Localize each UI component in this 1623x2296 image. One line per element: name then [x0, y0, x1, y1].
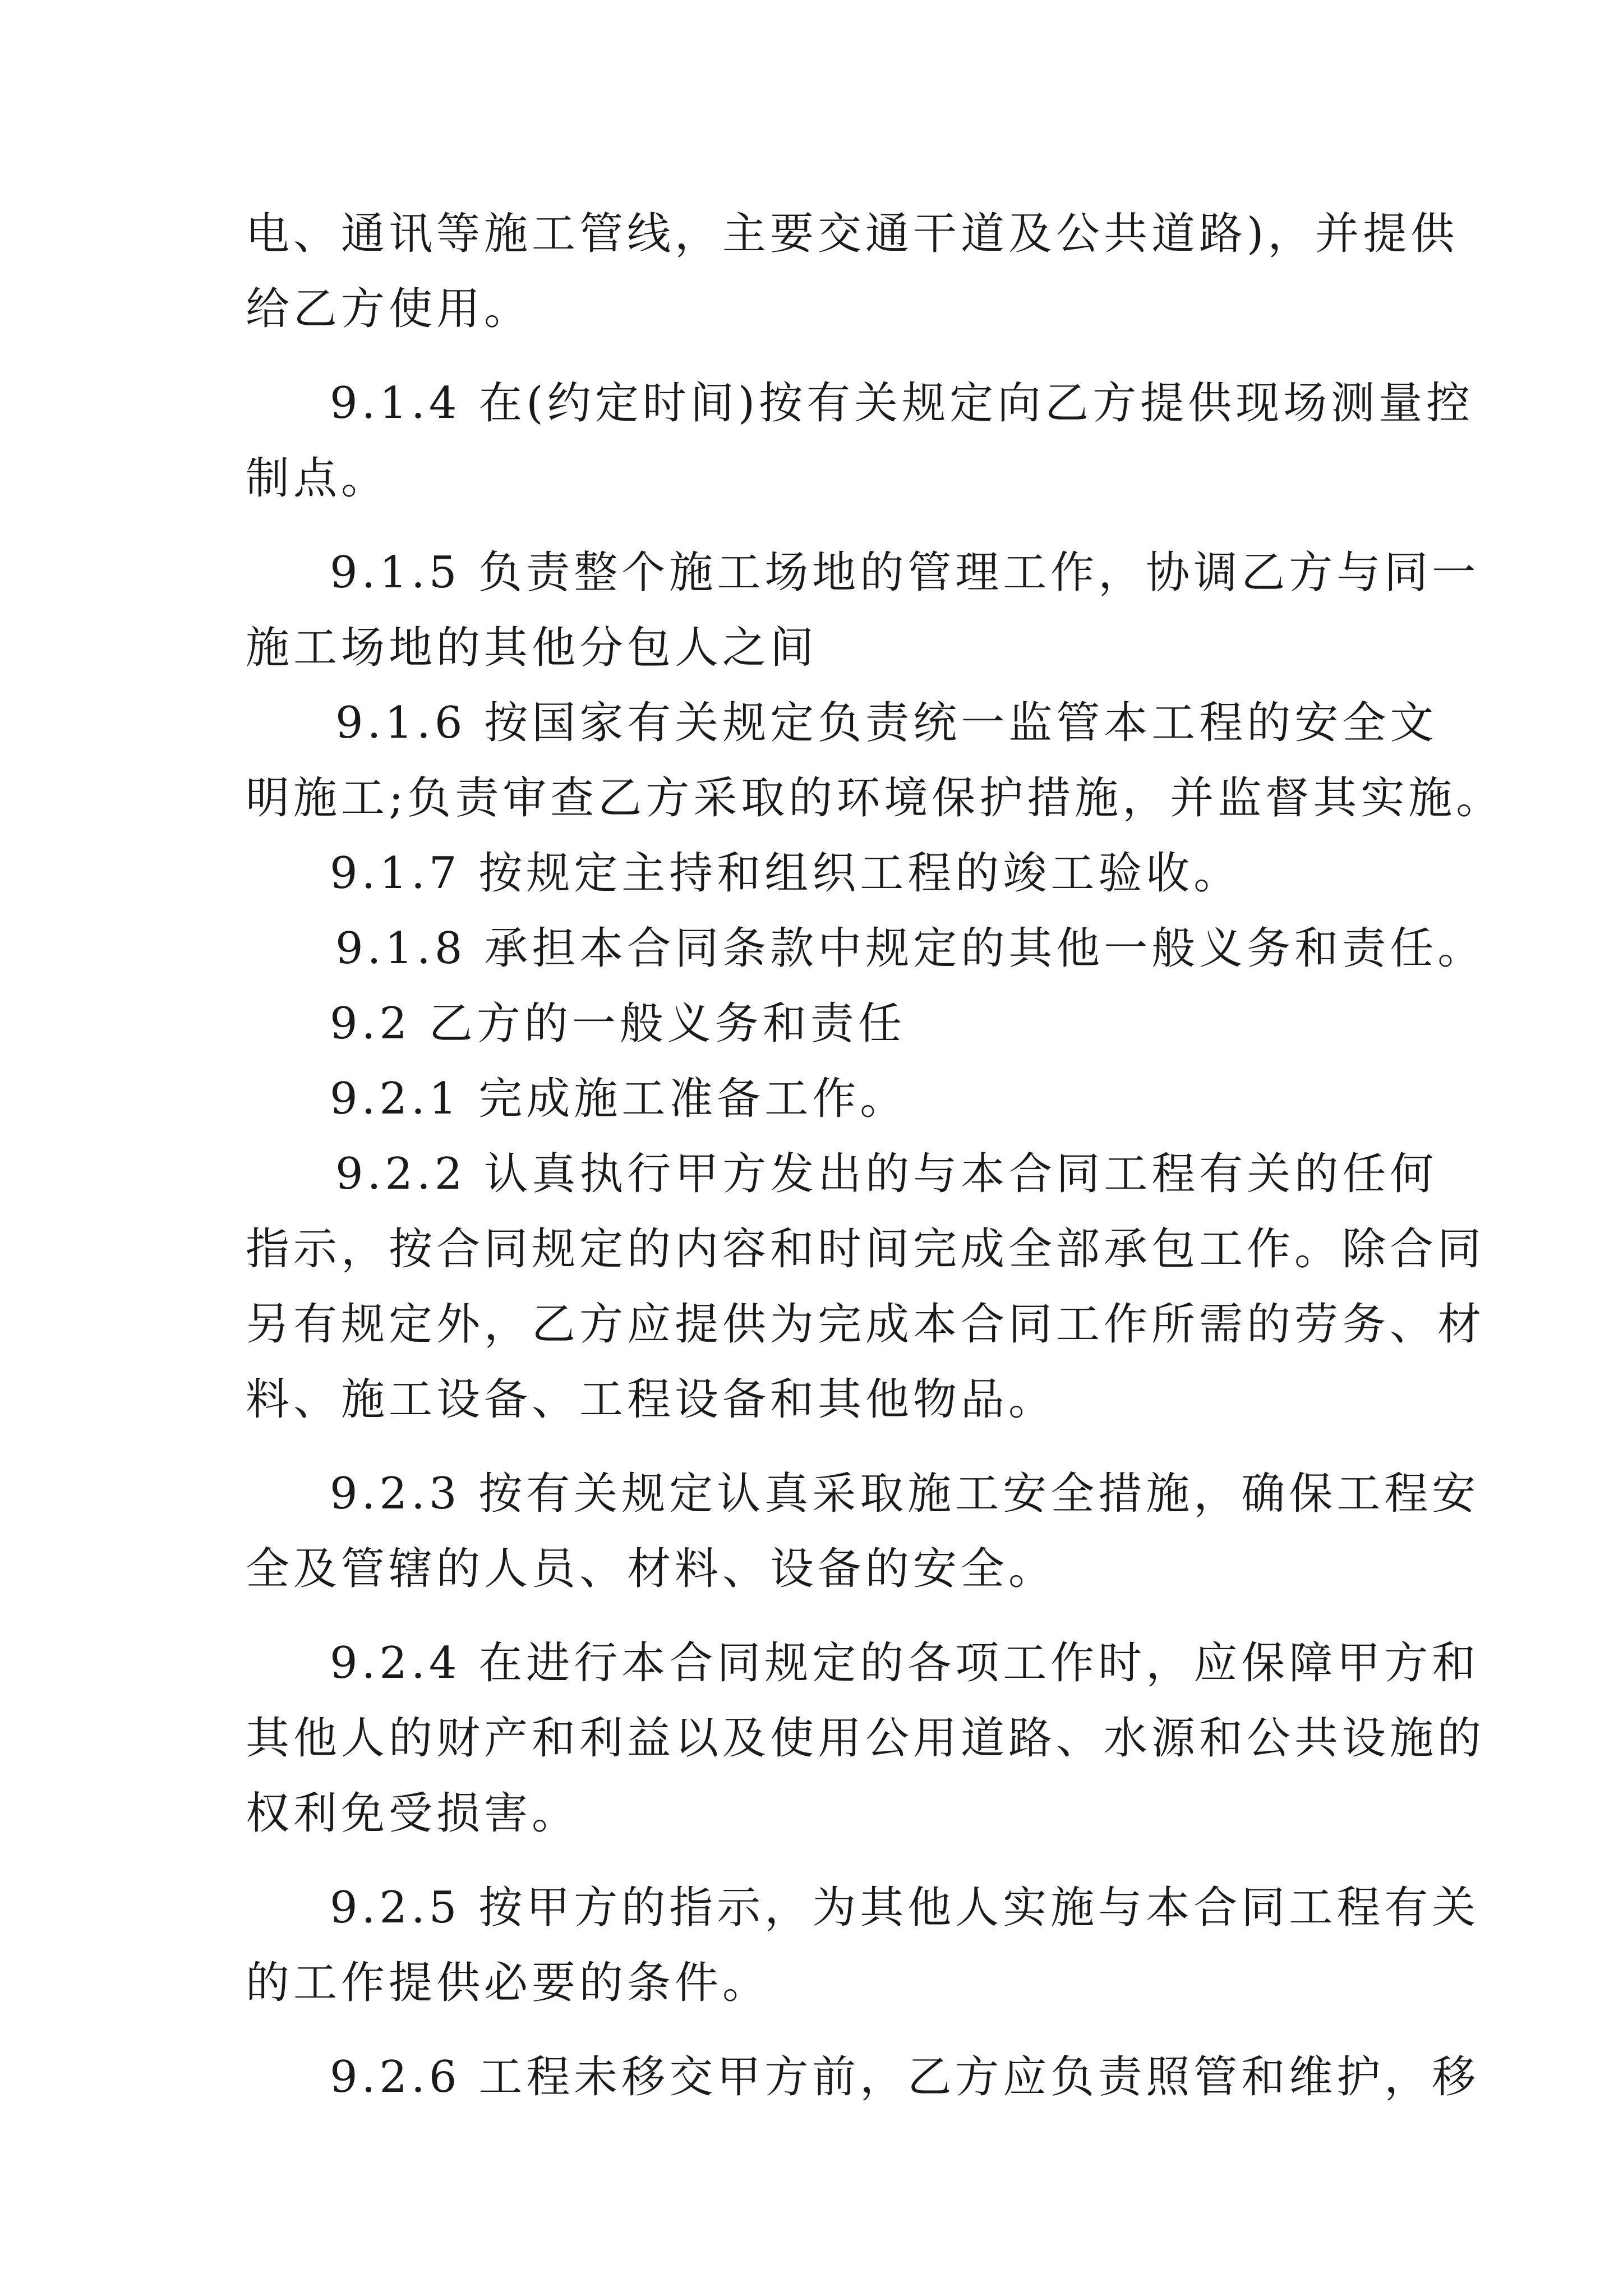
document-body — [246, 196, 1504, 2115]
clause-9-1-4: 9.1.4 在(约定时间)按有关规定向乙方提供现场测量控 — [330, 378, 1474, 429]
clause-9-1-6: 9.1.6 按国家有关规定负责统一监管本工程的安全文 — [335, 698, 1438, 748]
clause-9-2-6: 9.2.6 工程未移交甲方前，乙方应负责照管和维护，移 — [330, 2052, 1480, 2102]
text-line: 给乙方使用。 — [246, 284, 532, 334]
clause-9-2-4: 9.2.4 在进行本合同规定的各项工作时，应保障甲方和 — [330, 1638, 1480, 1688]
clause-9-1-5: 9.1.5 负责整个施工场地的管理工作，协调乙方与同一 — [330, 547, 1480, 598]
text-line: 另有规定外，乙方应提供为完成本合同工作所需的劳务、材 — [246, 1299, 1486, 1350]
text-line: 施工场地的其他分包人之间 — [246, 623, 818, 673]
text-line: 权利免受损害。 — [246, 1788, 580, 1839]
text-line: 的工作提供必要的条件。 — [246, 1958, 771, 2008]
section-9-2-heading: 9.2 乙方的一般义务和责任 — [330, 999, 906, 1049]
text-line: 全及管辖的人员、材料、设备的安全。 — [246, 1544, 1057, 1594]
text-line: 其他人的财产和利益以及使用公用道路、水源和公共设施的 — [246, 1713, 1486, 1764]
clause-9-1-7: 9.1.7 按规定主持和组织工程的竣工验收。 — [330, 848, 1242, 899]
text-line: 明施工;负责审查乙方采取的环境保护措施，并监督其实施。 — [246, 773, 1504, 823]
clause-9-1-8: 9.1.8 承担本合同条款中规定的其他一般义务和责任。 — [335, 923, 1486, 974]
text-line: 料、施工设备、工程设备和其他物品。 — [246, 1374, 1057, 1425]
clause-9-2-5: 9.2.5 按甲方的指示，为其他人实施与本合同工程有关 — [330, 1883, 1480, 1933]
text-line: 制点。 — [246, 453, 389, 504]
clause-9-2-1: 9.2.1 完成施工准备工作。 — [330, 1074, 908, 1124]
clause-9-2-2: 9.2.2 认真执行甲方发出的与本合同工程有关的任何 — [335, 1149, 1438, 1199]
text-line: 指示，按合同规定的内容和时间完成全部承包工作。除合同 — [246, 1224, 1486, 1274]
clause-9-2-3: 9.2.3 按有关规定认真采取施工安全措施，确保工程安 — [330, 1469, 1480, 1519]
text-line: 电、通讯等施工管线，主要交通干道及公共道路)，并提供 — [246, 209, 1459, 259]
